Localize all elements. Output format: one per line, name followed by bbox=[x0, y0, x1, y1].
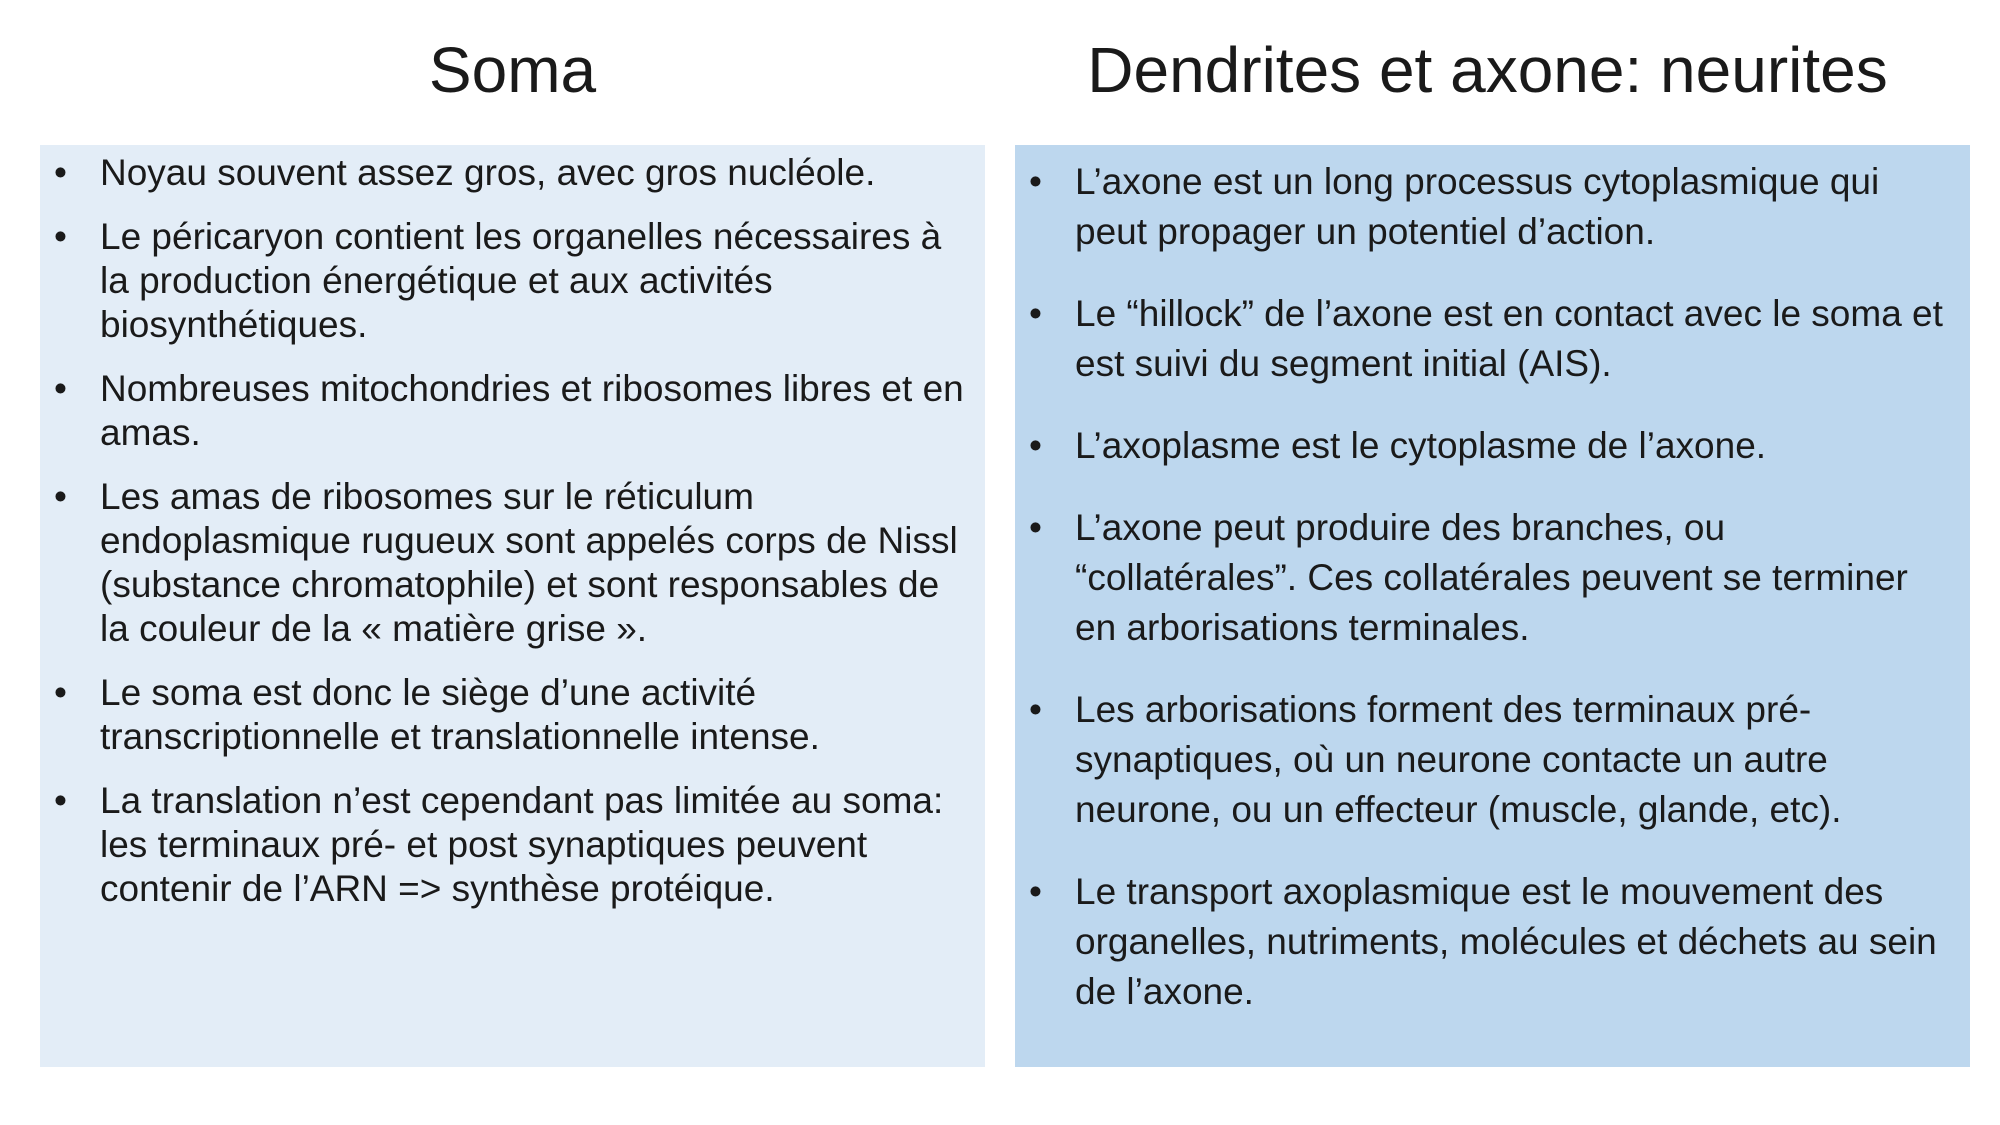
soma-bullet-item: • Noyau souvent assez gros, avec gros nucléole. bbox=[52, 151, 965, 195]
neurites-panel bbox=[1015, 145, 1970, 1067]
neurites-bullet-list bbox=[1027, 157, 1950, 1017]
neurites-bullet-item: • L’axoplasme est le cytoplasme de l’axone. bbox=[1027, 421, 1950, 471]
soma-bullet-item: • Le péricaryon contient les organelles nécessaires à la production énergétique et aux activités biosynthétiques. bbox=[52, 215, 965, 347]
soma-panel bbox=[40, 145, 985, 1067]
soma-bullet-item: • Le soma est donc le siège d’une activité transcriptionnelle et translationnelle intense. bbox=[52, 671, 965, 759]
neurites-title: Dendrites et axone: neurites bbox=[1087, 34, 1888, 106]
soma-bullet-item: • La translation n’est cependant pas limitée au soma: les terminaux pré- et post synaptiques peuvent contenir de l’ARN => synthèse protéique. bbox=[52, 779, 965, 911]
soma-title: Soma bbox=[428, 34, 597, 106]
neurites-bullet-item: • L’axone est un long processus cytoplasmique qui peut propager un potentiel d’action. bbox=[1027, 157, 1950, 257]
neurites-bullet-item: • Le transport axoplasmique est le mouvement des organelles, nutriments, molécules et déchets au sein de l’axone. bbox=[1027, 867, 1950, 1017]
neurites-bullet-item: • Le “hillock” de l’axone est en contact avec le soma et est suivi du segment initial (AIS). bbox=[1027, 289, 1950, 389]
neurites-bullet-item: • Les arborisations forment des terminaux pré-synaptiques, où un neurone contacte un autre neurone, ou un effecteur (muscle, glande, etc). bbox=[1027, 685, 1950, 835]
soma-bullet-list bbox=[52, 151, 965, 911]
neurites-bullet-item: • L’axone peut produire des branches, ou “collatérales”. Ces collatérales peuvent se terminer en arborisations terminales. bbox=[1027, 503, 1950, 653]
soma-bullet-item: • Les amas de ribosomes sur le réticulum endoplasmique rugueux sont appelés corps de Nissl (substance chromatophile) et sont responsables de la couleur de la « matière grise ». bbox=[52, 475, 965, 651]
soma-bullet-item: • Nombreuses mitochondries et ribosomes libres et en amas. bbox=[52, 367, 965, 455]
